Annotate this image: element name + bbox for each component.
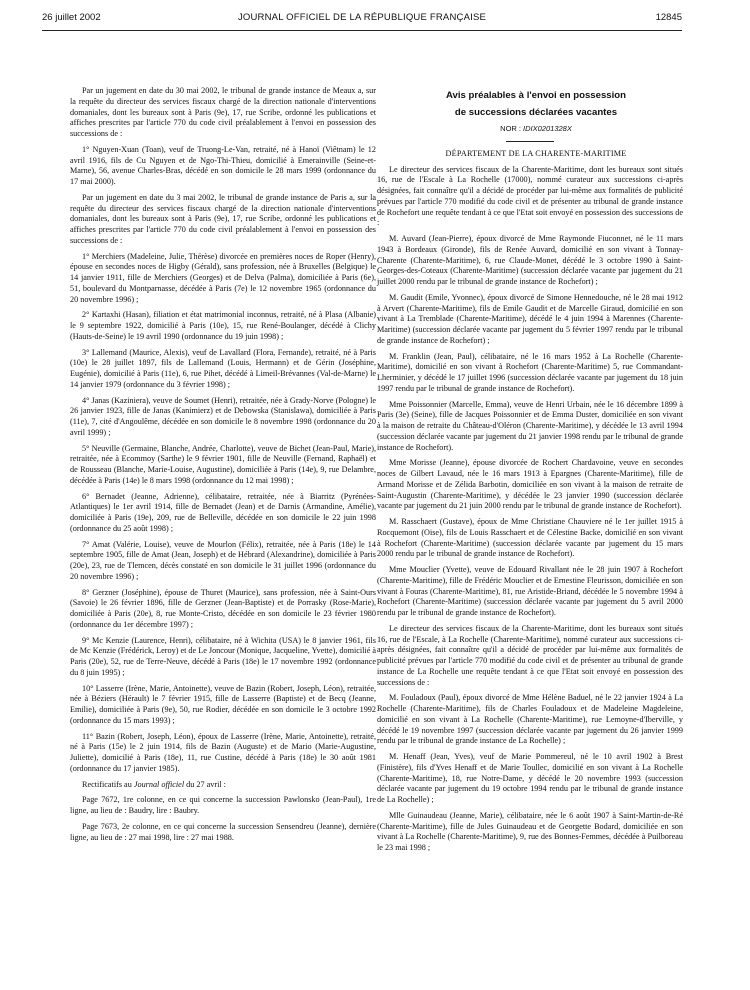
header-date: 26 juillet 2002 — [42, 12, 101, 23]
header-rule — [42, 30, 682, 31]
succession-entry: 1° Nguyen-Xuan (Toan), veuf de Truong-Le-Van, retraité, né à Hanoï (Viêtnam) le 12 avril 1916, fils de Cu Nguyen et de Ngo-Thi-Thieu, domicilié à Emerainville (Seine-et-Marne), 56, avenue Charles-Bras, décédé en son domicile le 28 mars 1999 (ordonnance du 17 mai 2000). — [70, 144, 376, 186]
page-number: 12845 — [655, 12, 682, 23]
succession-entry: 10° Lasserre (Irène, Marie, Antoinette), veuve de Bazin (Robert, Joseph, Léon), retraitée, née à Béziers (Hérault) le 7 février 1915, fille de Lasserre (Baptiste) et de Becq (Jeanne, Emilie), domiciliée à Paris (9e), 50, rue Rodier, décédée en son domicile le 3 octobre 1992 (ordonnance du 15 mars 1993) ; — [70, 683, 376, 725]
succession-entry: 7° Amat (Valérie, Louise), veuve de Mourlon (Félix), retraitée, née à Paris (18e) le 14 septembre 1905, fille de Amat (Jean, Joseph) et de Hébrard (Alexandrine), domiciliée à Paris (20e), 23, rue de Tlemcen, décès constaté en son domicile le 31 juillet 1996 (ordonnance du 20 novembre 1996) ; — [70, 539, 376, 581]
left-column — [70, 86, 376, 848]
vacant-succession-entry: M. Gaudit (Emile, Yvonnec), époux divorcé de Simone Hennedouche, né le 28 mai 1912 à Arvert (Charente-Maritime), fils de Emile Gaudit et de Marcelle Giraud, domicilié en son vivant à La Tremblade (Charente-Maritime), décédé le 4 juin 1994 à Marennes (Charente-Maritime) (succession déclarée vacante par jugement du 5 février 1997 rendu par le tribunal de grande instance de Rochefort) ; — [377, 292, 683, 345]
rectificatifs-post: du 27 avril : — [184, 779, 226, 789]
notice-title-line2: de successions déclarées vacantes — [454, 107, 618, 118]
succession-entry: 1° Merchiers (Madeleine, Julie, Thérèse) divorcée en premières noces de Roper (Henry), épouse en secondes noces de Higby (Gérald), sans profession, née à Bruxelles (Belgique) le 14 janvier 1911, fille de Merchiers (Georges) et de Delva (Palma), domiciliée à Paris (6e), 51, boulevard du Montparnasse, décédée à Paris (7e) le 12 novembre 1965 (ordonnance du 20 novembre 1996) ; — [70, 251, 376, 304]
section-divider — [506, 141, 554, 142]
vacant-succession-entry: Mme Morisse (Jeanne), épouse divorcée de Rochert Chardavoine, veuve en secondes noces de Gilbert Lavaud, née le 16 mars 1913 à Epargnes (Charente-Maritime), fille de Armand Morisse et de Zélida Barbotin, domiciliée en son vivant à la maison de retraite de Saint-Augustin (Charente-Maritime), y décédée le 23 janvier 1990 (succession déclarée vacante par jugement du 21 juin 2000 rendu par le tribunal de grande instance de Rochefort). — [377, 458, 683, 511]
rectificatifs-journal: Journal officiel — [133, 779, 185, 789]
nor-code: IDIX0201328X — [523, 124, 572, 133]
succession-entry: 8° Gerzner (Joséphine), épouse de Thuret (Maurice), sans profession, née à Saint-Ours (Savoie) le 26 février 1896, fille de Gerzner (Jean-Baptiste) et de Porrasky (Rose-Marie), domiciliée à Paris (20e), 8, rue Monte-Cristo, décédée en son domicile le 23 février 1980 (ordonnance du 1er décembre 1997) ; — [70, 587, 376, 629]
nor-reference — [377, 124, 683, 135]
rectificatifs-intro — [70, 780, 376, 791]
rectificatif-item: Page 7672, 1re colonne, en ce qui concerne la succession Pawlonsko (Jean-Paul), 1re ligne, au lieu de : Baudry, lire : Baubry. — [70, 795, 376, 815]
vacant-succession-entry: M. Fouladoux (Paul), époux divorcé de Mme Hélène Baduel, né le 22 janvier 1924 à La Rochelle (Charente-Maritime), fils de Charles Fouladoux et de Madeleine Magdeleine, domicilié en son vivant à La Rochelle (Charente-Maritime), rue Lemoyne-d'Iberville, y décédé le 19 novembre 1997 (succession déclarée vacante par jugement du 26 janvier 1999 rendu par le tribunal de grande instance de La Rochelle) ; — [377, 693, 683, 746]
vacant-succession-entry: M. Rasschaert (Gustave), époux de Mme Christiane Chauviere né le 1er juillet 1915 à Rocquemont (Oise), fils de Louis Rasschaert et de Célestine Backe, domicilié en son vivant à Rochefort (Charente-Maritime) (succession déclarée vacante par jugement du 15 mars 2000 rendu par le tribunal de grande instance de Rochefort). — [377, 517, 683, 559]
right-column — [377, 90, 683, 859]
judgment-intro-paris: Par un jugement en date du 3 mai 2002, le tribunal de grande instance de Paris a, sur la requête du directeur des services fiscaux chargé de la direction nationale d'interventions domaniales, dont les bureaux sont à Paris (9e), 17, rue Scribe, ordonné les publications et affiches prescrites par l'article 770 du code civil préalablement à l'envoi en possession des successions de : — [70, 192, 376, 245]
succession-entry: 2° Kartaxhi (Hasan), filiation et état matrimonial inconnus, retraité, né à Plasa (Albanie) le 9 septembre 1922, domicilié à Paris (10e), 15, rue René-Boulanger, décédé à Clichy (Hauts-de-Seine) le 19 avril 1990 (ordonnance du 19 juin 1998) ; — [70, 310, 376, 341]
succession-entry: 4° Janas (Kaziniera), veuve de Soumet (Henri), retraitée, née à Grady-Norve (Pologne) le 26 janvier 1923, fille de Janas (Kanimierz) et de Debowska (Stanislawa), domiciliée à Paris (11e), 7, cité d'Angoulême, décédée en son domicile le 8 novembre 1998 (ordonnance du 20 avril 1999) ; — [70, 395, 376, 437]
nor-label: NOR : — [500, 124, 521, 133]
succession-entry: 11° Bazin (Robert, Joseph, Léon), époux de Lasserre (Irène, Marie, Antoinette), retraité, né à Paris (15e) le 2 juin 1914, fils de Bazin (Auguste) et de Mario (Marie-Augustine, Juliette), domicilié à Paris (18e), 11, rue Custine, décédé à Paris (18e) le 30 août 1981 (ordonnance du 17 janvier 1985). — [70, 731, 376, 773]
rectificatif-item: Page 7673, 2e colonne, en ce qui concerne la succession Sensendreu (Jeanne), dernière ligne, au lieu de : 27 mai 1998, lire : 27 mai 1988. — [70, 821, 376, 842]
vacant-succession-entry: M. Auvard (Jean-Pierre), époux divorcé de Mme Raymonde Fiuconnet, né le 11 mars 1943 à Bordeaux (Gironde), fils de Renée Auvard, domicilié en son vivant à Tonnay-Charente (Charente-Maritime), 6, rue Claude-Monet, décédé le 3 octobre 1990 à Saint-Georges-des-Coteaux (Charente-Maritime) (succession déclarée vacante par jugement du 21 juillet 2000 rendu par le tribunal de grande instance de Rochefort) ; — [377, 234, 683, 286]
vacant-succession-entry: M. Franklin (Jean, Paul), célibataire, né le 16 mars 1952 à La Rochelle (Charente-Maritime), domicilié en son vivant à Rochefort (Charente-Maritime) 5, rue Commandant-Lherminier, y décédé le 17 juillet 1996 (succession déclarée vacante par jugement du 18 juin 1997 rendu par le tribunal de grande instance de Rochefort). — [377, 351, 683, 393]
succession-entry: 9° Mc Kenzie (Laurence, Henri), célibataire, né à Wichita (USA) le 8 janvier 1961, fils de Mc Kenzie (Frédérick, Leroy) et de Le Joncour (Monique, Jacqueline, Yvette), domicilié à Paris (20e), 52, rue de Terre-Neuve, décédé à Paris (18e) le 17 novembre 1992 (ordonnance du 8 juin 1995) ; — [70, 635, 377, 677]
succession-entry: 6° Bernadet (Jeanne, Adrienne), célibataire, retraitée, née à Biarritz (Pyrénées-Atlantiques) le 1er avril 1914, fille de Bernadet (Jean) et de Darnis (Armandine, Amélie), domiciliée à Paris (19e), 209, rue de Belleville, décédée en son domicile le 22 juin 1998 (ordonnance du 25 août 1998) ; — [70, 491, 376, 533]
curator-intro-rochefort: Le directeur des services fiscaux de la Charente-Maritime, dont les bureaux sont situés 16, rue de l'Escale à La Rochelle (17000), nommé curateur aux successions ci-après désignées, fait connaître qu'il a décidé de procéder par lui-même aux formalités de publicité prévues par l'article 770 modifié du code civil et de présenter au tribunal de grande instance de Rochefort une requête tendant à ce que l'Etat soit envoyé en possession des successions de : — [377, 164, 683, 228]
succession-entry: 3° Lallemand (Maurice, Alexis), veuf de Lavallard (Flora, Fernande), retraité, né à Paris (10e) le 28 juillet 1897, fils de Lallemand (Louis, Hermann) et de Gérin (Joséphine, Eugénie), domicilié à Paris (11e), 6, rue Pihet, décédé à Limeil-Brévannes (Val-de-Marne) le 14 janvier 1979 (ordonnance du 3 février 1998) ; — [70, 347, 376, 389]
vacant-succession-entry: Mlle Guinaudeau (Jeanne, Marie), célibataire, née le 6 août 1907 à Saint-Martin-de-Ré (Charente-Maritime), fille de Jules Guinaudeau et de Georgette Bodard, domiciliée en son vivant à La Rochelle (Charente-Maritime), 9, rue des Bonnes-Femmes, décédée à Puilboreau le 23 mai 1998 ; — [377, 810, 683, 852]
department-heading: DÉPARTEMENT DE LA CHARENTE-MARITIME — [445, 148, 627, 158]
vacant-succession-entry: M. Henaff (Jean, Yves), veuf de Marie Pommereul, né le 10 avril 1902 à Brest (Finistère), fils d'Yves Henaff et de Marie Toullec, domicilié en son vivant à La Rochelle (Charente-Maritime), 18, rue Notre-Dame, y décédé le 20 novembre 1993 (succession déclarée vacante par jugement du 19 octobre 1994 rendu par le tribunal de grande instance de La Rochelle) ; — [377, 752, 683, 804]
vacant-succession-entry: Mme Poissonnier (Marcelle, Emma), veuve de Henri Urbain, née le 16 décembre 1899 à Paris (3e) (Seine), fille de Jacques Poissonnier et de Emma Duster, domiciliée en son vivant à la maison de retraite du Château-d'Oléron (Charente-Maritime), y décédée le 13 avril 1994 (succession déclarée vacante par jugement du 21 janvier 1998 rendu par le tribunal de grande instance de Rochefort). — [377, 399, 683, 452]
notice-title-line1: Avis préalables à l'envoi en possession — [445, 90, 627, 101]
journal-title: JOURNAL OFFICIEL DE LA RÉPUBLIQUE FRANÇAISE — [237, 12, 487, 23]
rectificatifs-pre: Rectificatifs au — [82, 779, 134, 789]
judgment-intro-meaux: Par un jugement en date du 30 mai 2002, le tribunal de grande instance de Meaux a, sur la requête du directeur des services fiscaux chargé de la direction nationale d'interventions domaniales, dont les bureaux sont à Paris (9e), 17, rue Scribe, ordonné les publications et affiches prescrites par l'article 770 du code civil préalablement à l'envoi en possession des successions de : — [70, 86, 376, 138]
page-header — [42, 12, 682, 28]
succession-entry: 5° Neuville (Germaine, Blanche, Andrée, Charlotte), veuve de Bichet (Jean-Paul, Marie), retraitée, née à Ecommoy (Sarthe) le 9 février 1901, fille de Neuville (Fernand, Raphaël) et de Rousseau (Blanche, Marie-Louise, Augustine), domiciliée à Paris (14e), 9, rue Delambre, décédée à Paris (14e) le 8 mars 1998 (ordonnance du 12 mai 1998) ; — [70, 443, 376, 485]
curator-intro-la-rochelle: Le directeur des services fiscaux de la Charente-Maritime, dont les bureaux sont situés 16, rue de l'Escale, à La Rochelle (Charente-Maritime), nommé curateur aux successions ci-après désignées, fait connaître qu'il a décidé de procéder par lui-même aux formalités de publicité prévues par l'article 770 modifié du code civil et de présenter au tribunal de grande instance de La Rochelle une requête tendant à ce que l'Etat soit envoyé en possession des successions de : — [377, 623, 683, 687]
vacant-succession-entry: Mme Mouclier (Yvette), veuve de Edouard Rivallant née le 28 juin 1907 à Rochefort (Charente-Maritime), fille de Frédéric Mouclier et de Ernestine Fleurisson, domiciliée en son vivant à Fouras (Charente-Maritime), 81, rue Aristide-Briand, décédée le 5 novembre 1994 à Rochefort (Charente-Maritime) (succession déclarée vacante par jugement du 5 avril 2000 rendu par le tribunal de grande instance de Rochefort). — [377, 565, 683, 617]
